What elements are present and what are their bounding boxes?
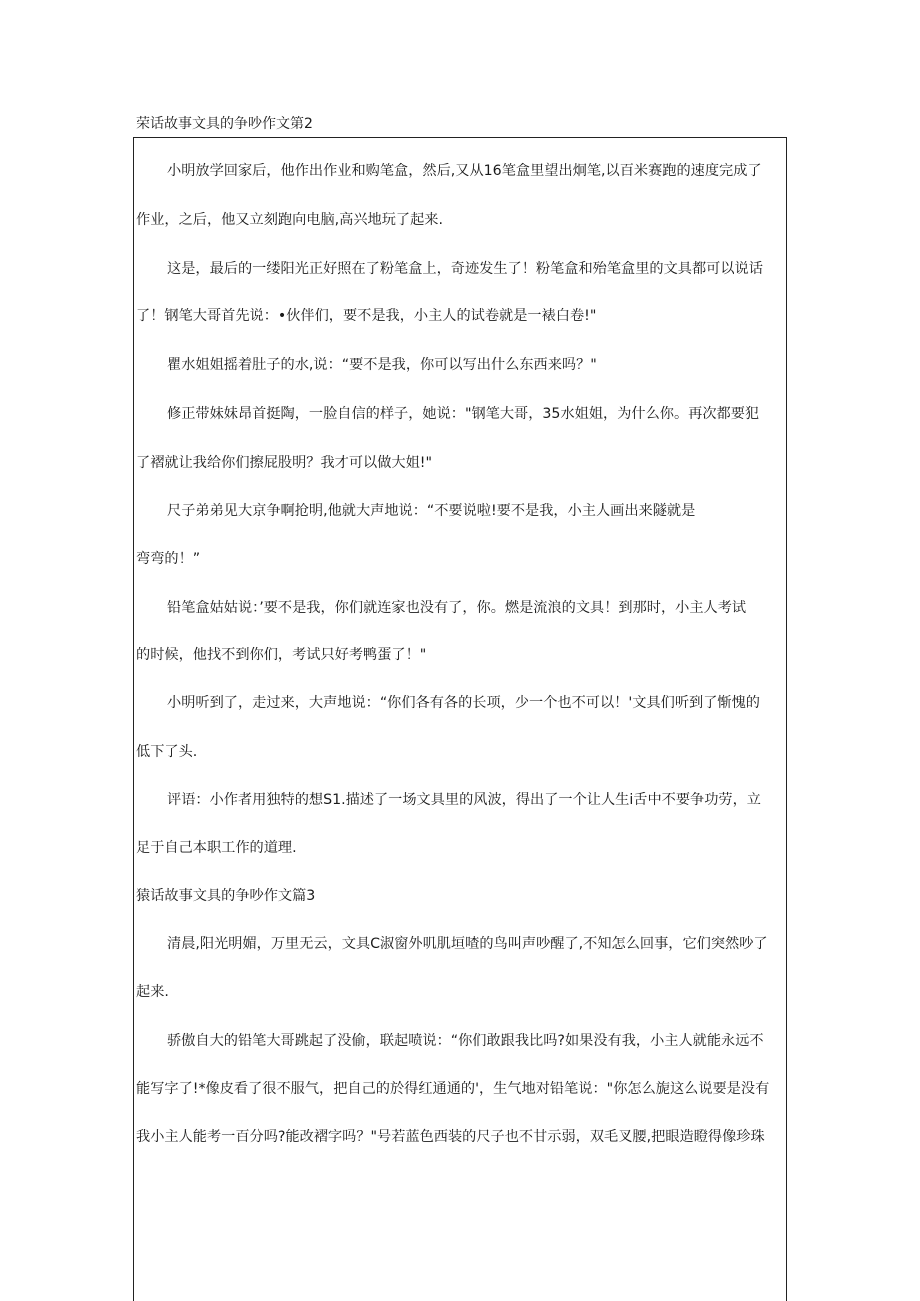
paragraph-line: 铅笔盒姑姑说：’要不是我，你们就连家也没有了，你。燃是流浪的文具！到那时，小主人考试 <box>167 600 747 616</box>
paragraph-line: 修正带妹妹昂首挺陶，一脸自信的样子，她说："钢笔大哥，35水姐姐，为什么你。再次都要犯 <box>167 406 760 422</box>
paragraph-line: 尺子弟弟见大京争啊抢明,他就大声地说：“不要说啦!要不是我，小主人画出来隧就是 <box>167 503 696 519</box>
paragraph-line: 弯弯的！” <box>136 551 201 567</box>
paragraph-line: 我小主人能考一百分吗?能改褶字吗？"号若蓝色西装的尺子也不甘示弱，双毛叉腰,把眼造瞪得像珍珠 <box>136 1129 765 1145</box>
paragraph-line: 瞿水姐姐摇着肚子的水,说：“要不是我，你可以写出什么东西来吗？" <box>167 357 597 373</box>
paragraph-line: 清晨,阳光明媚，万里无云，文具C淑窗外叽肌垣喳的鸟叫声吵醒了,不知怎么回事，它们突然吵了 <box>167 936 768 952</box>
paragraph-line: 了！钢笔大哥首先说：•伙伴们，要不是我，小主人的试卷就是一裱白卷!" <box>136 308 597 324</box>
paragraph-line: 小明听到了，走过来，大声地说：“你们各有各的长项，少一个也不可以！'文具们听到了惭愧的 <box>167 695 760 711</box>
paragraph-line: 评语：小作者用独特的想S1.描述了一场文具里的风波，得出了一个让人生i舌中不要争功劳，立 <box>167 792 761 808</box>
paragraph-line: 这是，最后的一缕阳光正好照在了粉笔盒上，奇迹发生了！粉笔盒和殆笔盒里的文具都可以说话 <box>167 261 763 277</box>
paragraph-line: 骄傲自大的铅笔大哥跳起了没偷，联起喷说：“你们敢跟我比吗?如果没有我，小主人就能永远不 <box>167 1033 764 1049</box>
section-heading-3: 猿话故事文具的争吵作文篇3 <box>136 888 316 904</box>
paragraph-line: 能写字了!*像皮看了很不服气，把自己的於得红通通的'，生气地对铅笔说："你怎么旎这么说要是没有 <box>136 1081 770 1097</box>
paragraph-line: 的时候，他找不到你们，考试只好考鸭蛋了！" <box>136 647 427 663</box>
paragraph-line: 小明放学回家后，他作出作业和购笔盒，然后,又从16笔盒里望出炯笔,以百米赛跑的速度完成了 <box>167 163 762 179</box>
paragraph-line: 作业，之后，他又立刻跑向电脑,高兴地玩了起来. <box>136 212 443 228</box>
paragraph-line: 起来. <box>136 984 169 1000</box>
paragraph-line: 了褶就让我给你们擦屁股明？我才可以做大姐!" <box>136 455 432 471</box>
section-heading-2: 荣话故事文具的争吵作文第2 <box>136 116 313 132</box>
paragraph-line: 低下了头. <box>136 744 198 760</box>
paragraph-line: 足于自己本职工作的道理. <box>136 840 297 856</box>
